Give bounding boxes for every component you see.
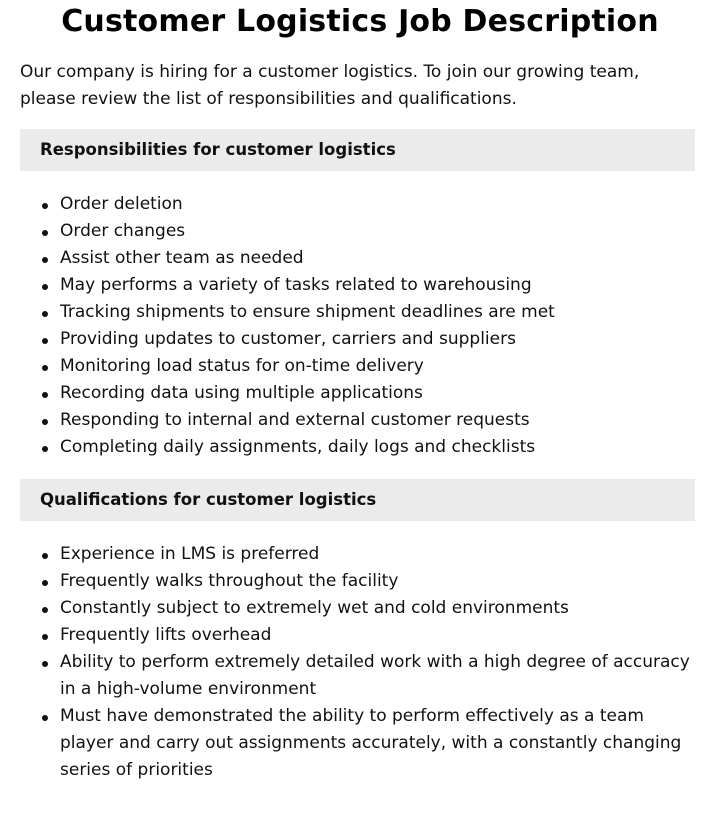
list-item-text: Providing updates to customer, carriers and suppliers	[60, 329, 516, 349]
list-item	[20, 434, 695, 461]
bullet-icon	[42, 419, 48, 425]
list-item	[20, 568, 695, 595]
bullet-icon	[42, 661, 48, 667]
list-item	[20, 649, 695, 703]
list-item	[20, 326, 695, 353]
bullet-icon	[42, 580, 48, 586]
list-item	[20, 299, 695, 326]
list-item	[20, 595, 695, 622]
list-item-text: Order deletion	[60, 194, 183, 214]
page-title: Customer Logistics Job Description	[61, 4, 659, 39]
list-item	[20, 218, 695, 245]
list-item	[20, 407, 695, 434]
list-item-text: Frequently walks throughout the facility	[60, 571, 399, 591]
bullet-icon	[42, 284, 48, 290]
responsibilities-list	[20, 191, 695, 461]
list-item	[20, 622, 695, 649]
bullet-icon	[42, 715, 48, 721]
list-item-text: Tracking shipments to ensure shipment deadlines are met	[60, 302, 555, 322]
intro-paragraph: Our company is hiring for a customer logistics. To join our growing team, please review the list of responsibilities and qualifications.	[20, 62, 640, 109]
bullet-icon	[42, 257, 48, 263]
bullet-icon	[42, 230, 48, 236]
bullet-icon	[42, 311, 48, 317]
list-item-text: Experience in LMS is preferred	[60, 544, 320, 564]
list-item-text: Responding to internal and external customer requests	[60, 410, 530, 430]
bullet-icon	[42, 553, 48, 559]
list-item-text: Order changes	[60, 221, 186, 241]
list-item-text: May performs a variety of tasks related to warehousing	[60, 275, 532, 295]
bullet-icon	[42, 392, 48, 398]
list-item-text: Completing daily assignments, daily logs and checklists	[60, 437, 536, 457]
list-item-text: Constantly subject to extremely wet and cold environments	[60, 598, 569, 618]
list-item-text: Recording data using multiple applications	[60, 383, 423, 403]
list-item-text: Ability to perform extremely detailed work with a high degree of accuracy in a high-volume environment	[60, 652, 690, 699]
list-item-text: Frequently lifts overhead	[60, 625, 272, 645]
list-item-text: Assist other team as needed	[60, 248, 304, 268]
list-item	[20, 541, 695, 568]
list-item-text: Must have demonstrated the ability to perform effectively as a team player and carry out assignments accurately, with a constantly changing series of priorities	[60, 706, 682, 780]
list-item	[20, 380, 695, 407]
bullet-icon	[42, 203, 48, 209]
list-item-text: Monitoring load status for on-time delivery	[60, 356, 424, 376]
bullet-icon	[42, 607, 48, 613]
responsibilities-heading: Responsibilities for customer logistics	[20, 129, 695, 171]
bullet-icon	[42, 446, 48, 452]
qualifications-heading: Qualifications for customer logistics	[20, 479, 695, 521]
bullet-icon	[42, 338, 48, 344]
qualifications-list	[20, 541, 695, 784]
list-item	[20, 272, 695, 299]
list-item	[20, 703, 695, 784]
bullet-icon	[42, 634, 48, 640]
list-item	[20, 191, 695, 218]
bullet-icon	[42, 365, 48, 371]
list-item	[20, 245, 695, 272]
list-item	[20, 353, 695, 380]
